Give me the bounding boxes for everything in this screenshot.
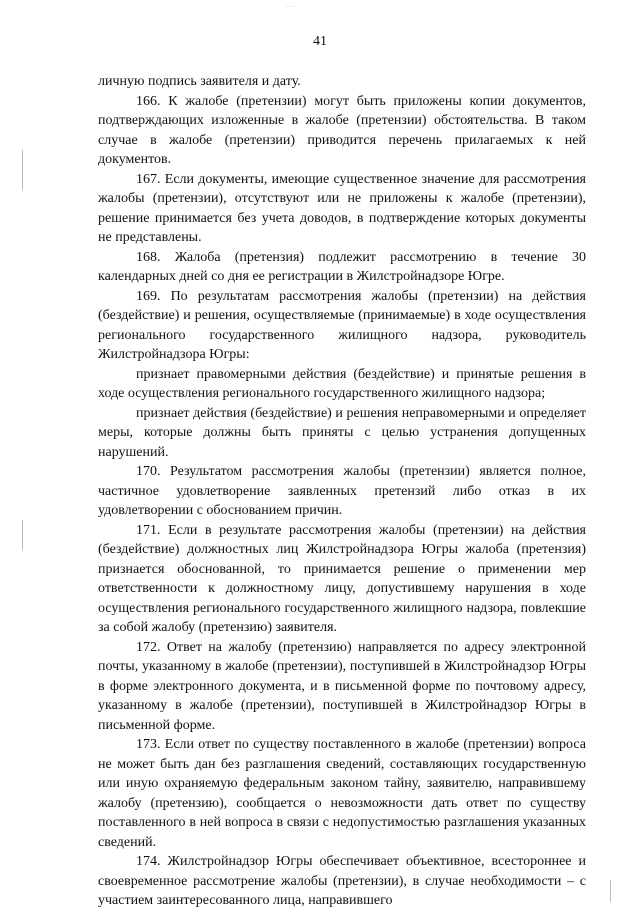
paragraph: личную подпись заявителя и дату. (98, 74, 301, 89)
scan-speck: . . . (286, 2, 296, 9)
paragraph: 173. Если ответ по существу поставленного в жалобе (претензии) вопроса не может быть дан без разглашения сведений, составляющих государственную или иную охраняемую федеральным законом тайну, заявителю, направившему жалобу (претензию), сообщается о невозможности дать ответ по существу поставленного в ней вопроса в связи с недопустимостью разглашения указанных сведений. (98, 737, 586, 850)
paragraph: 167. Если документы, имеющие существенное значение для рассмотрения жалобы (претензии), отсутствуют или не приложены к жалобе (претензии), решение принимается без учета доводов, в подтверждение которых документы не представлены. (98, 171, 586, 245)
scan-edge-mark (610, 880, 611, 902)
document-body (98, 72, 586, 911)
paragraph: 171. Если в результате рассмотрения жалобы (претензии) на действия (бездействие) должностных лиц Жилстройнадзора Югры жалоба (претензия) признается обоснованной, то принимается решение о применении мер ответственности к должностному лицу, допустившему нарушения в ходе осуществления регионального государственного жилищного надзора, повлекшие за собой жалобу (претензию) заявителя. (98, 522, 586, 635)
paragraph: 172. Ответ на жалобу (претензию) направляется по адресу электронной почты, указанному в жалобе (претензии), поступившей в Жилстройнадзор Югры в форме электронного документа, и в письменной форме по почтовому адресу, указанному в жалобе (претензии), поступившей в Жилстройнадзор Югры в письменной форме. (98, 639, 586, 733)
scan-edge-mark (22, 520, 23, 550)
paragraph: 169. По результатам рассмотрения жалобы (претензии) на действия (бездействие) и решения, осуществляемые (принимаемые) в ходе осуществления регионального государственного жилищного надзора, руководитель Жилстройнадзора Югры: (98, 288, 586, 362)
paragraph: 166. К жалобе (претензии) могут быть приложены копии документов, подтверждающих изложенные в жалобе (претензии) обстоятельства. В таком случае в жалобе (претензии) приводится перечень прилагаемых к ней документов. (98, 93, 586, 167)
paragraph: 174. Жилстройнадзор Югры обеспечивает объективное, всестороннее и своевременное рассмотрение жалобы (претензии), в случае необходимости – с участием заинтересованного лица, направившего (98, 854, 586, 908)
paragraph: 168. Жалоба (претензия) подлежит рассмотрению в течение 30 календарных дней со дня ее регистрации в Жилстройнадзоре Югре. (98, 249, 586, 284)
scan-edge-mark (22, 150, 23, 190)
paragraph: 170. Результатом рассмотрения жалобы (претензии) является полное, частичное удовлетворение заявленных претензий либо отказ в их удовлетворении с обоснованием причин. (98, 464, 586, 518)
paragraph: признает правомерными действия (бездействие) и принятые решения в ходе осуществления регионального государственного жилищного надзора; (98, 366, 586, 401)
paragraph: признает действия (бездействие) и решения неправомерными и определяет меры, которые должны быть приняты с целью устранения допущенных нарушений. (98, 405, 586, 460)
page-number: 41 (313, 34, 327, 49)
